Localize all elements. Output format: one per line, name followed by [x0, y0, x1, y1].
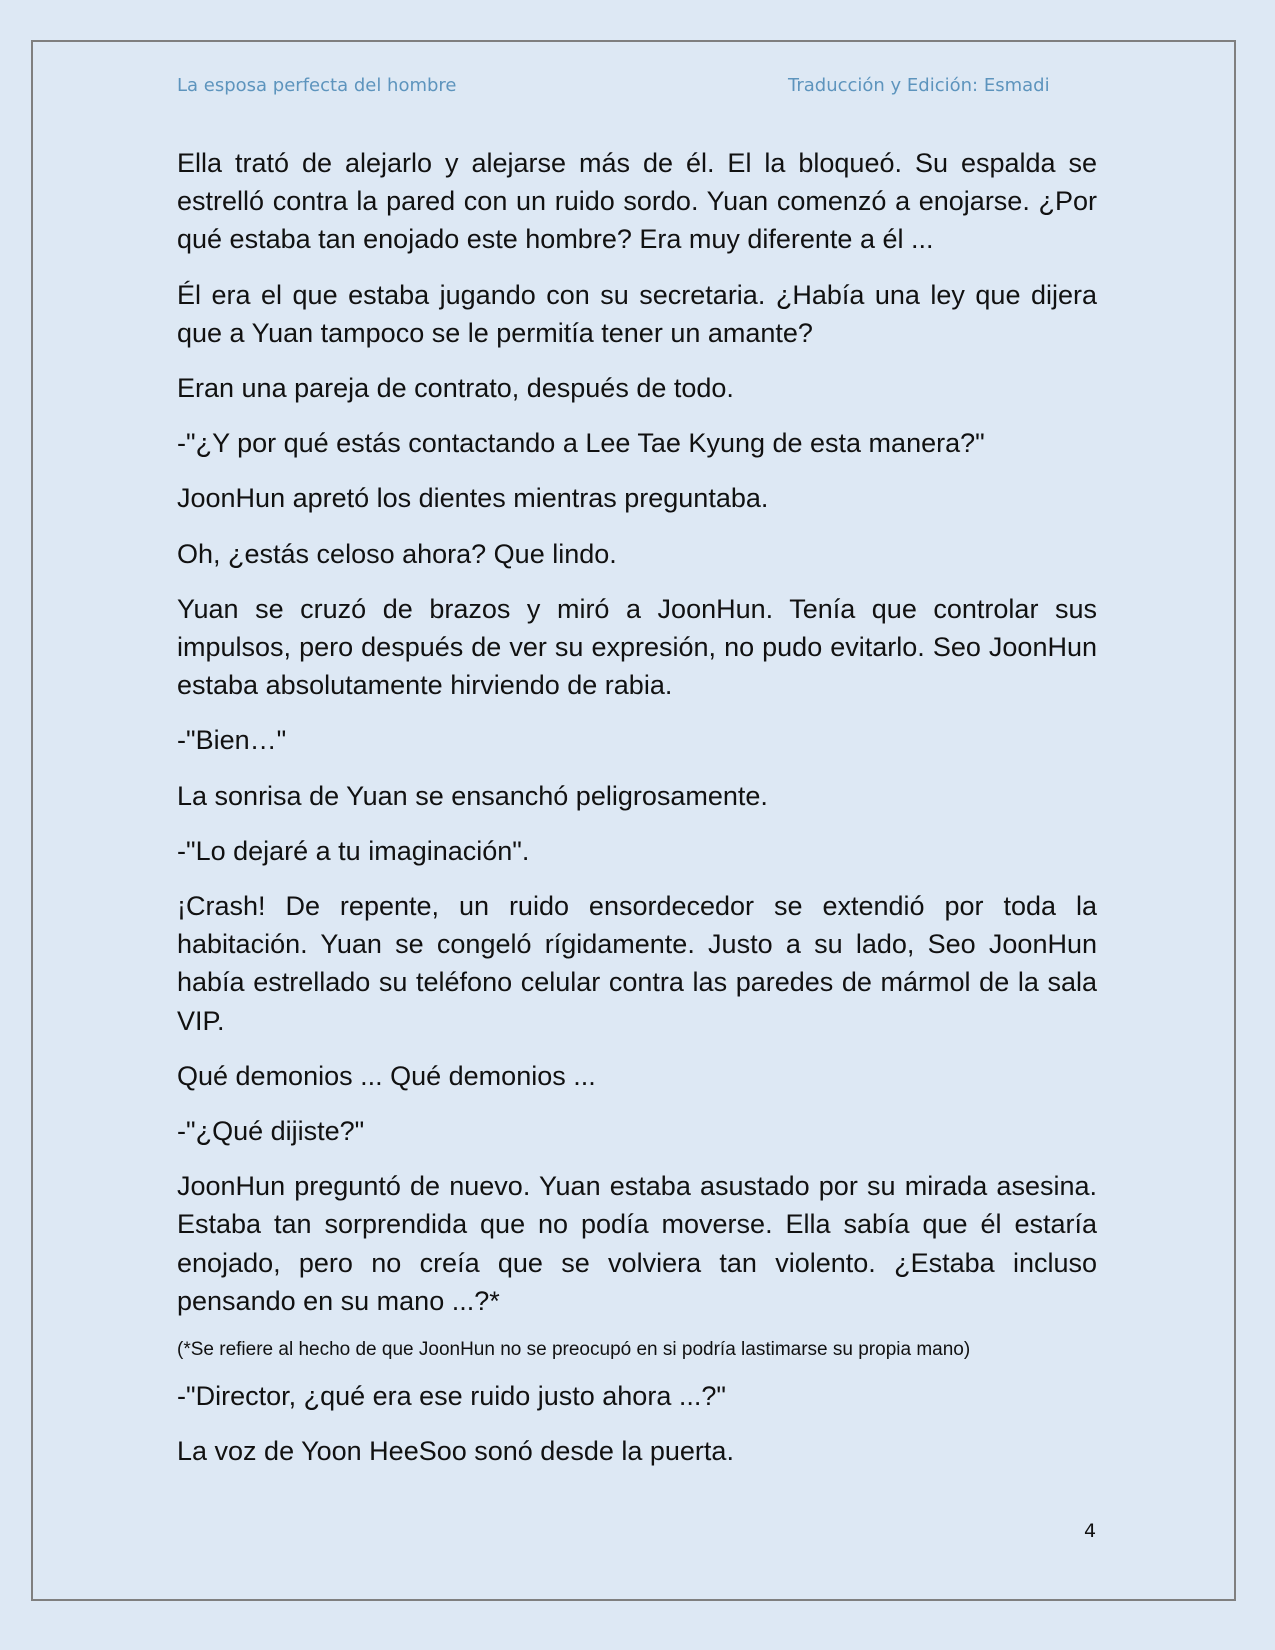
dialogue-line: -"Bien…" [177, 725, 287, 756]
page-number: 4 [1084, 1520, 1097, 1542]
page-body [177, 144, 1097, 1487]
paragraph: Oh, ¿estás celoso ahora? Que lindo. [177, 538, 617, 569]
paragraph: La voz de Yoon HeeSoo sonó desde la puerta. [177, 1436, 734, 1467]
dialogue-line: -"¿Qué dijiste?" [177, 1116, 365, 1147]
footnote: (*Se refiere al hecho de que JoonHun no se preocupó en si podría lastimarse su propia mano) [177, 1339, 971, 1361]
paragraph: Qué demonios ... Qué demonios ... [177, 1060, 596, 1091]
header-credits: Traducción y Edición: Esmadi [788, 75, 1050, 96]
paragraph: Eran una pareja de contrato, después de todo. [177, 373, 734, 404]
dialogue-line: -"¿Y por qué estás contactando a Lee Tae Kyung de esta manera?" [177, 428, 985, 459]
paragraph: JoonHun apretó los dientes mientras preguntaba. [177, 483, 769, 514]
dialogue-line: -"Lo dejaré a tu imaginación". [177, 835, 530, 866]
paragraph: ¡Crash! De repente, un ruido ensordecedor se extendió por toda la habitación. Yuan se congeló rígidamente. Justo a su lado, Seo JoonHun había estrellado su teléfono celular contra las paredes de mármol de la sala VIP. [177, 891, 1097, 1036]
paragraph: Ella trató de alejarlo y alejarse más de él. El la bloqueó. Su espalda se estrelló contra la pared con un ruido sordo. Yuan comenzó a enojarse. ¿Por qué estaba tan enojado este hombre? Era muy diferente a él ... [177, 148, 1097, 255]
paragraph: La sonrisa de Yuan se ensanchó peligrosamente. [177, 780, 768, 811]
paragraph: Él era el que estaba jugando con su secretaria. ¿Había una ley que dijera que a Yuan tampoco se le permitía tener un amante? [177, 279, 1097, 348]
paragraph: JoonHun preguntó de nuevo. Yuan estaba asustado por su mirada asesina. Estaba tan sorprendida que no podía moverse. Ella sabía que él estaría enojado, pero no creía que se volviera tan violento. ¿Estaba incluso pensando en su mano ...?* [177, 1171, 1097, 1316]
paragraph: Yuan se cruzó de brazos y miró a JoonHun. Tenía que controlar sus impulsos, pero después de ver su expresión, no pudo evitarlo. Seo JoonHun estaba absolutamente hirviendo de rabia. [177, 593, 1097, 701]
header-book-title: La esposa perfecta del hombre [177, 75, 457, 96]
dialogue-line: -"Director, ¿qué era ese ruido justo ahora ...?" [177, 1381, 726, 1412]
